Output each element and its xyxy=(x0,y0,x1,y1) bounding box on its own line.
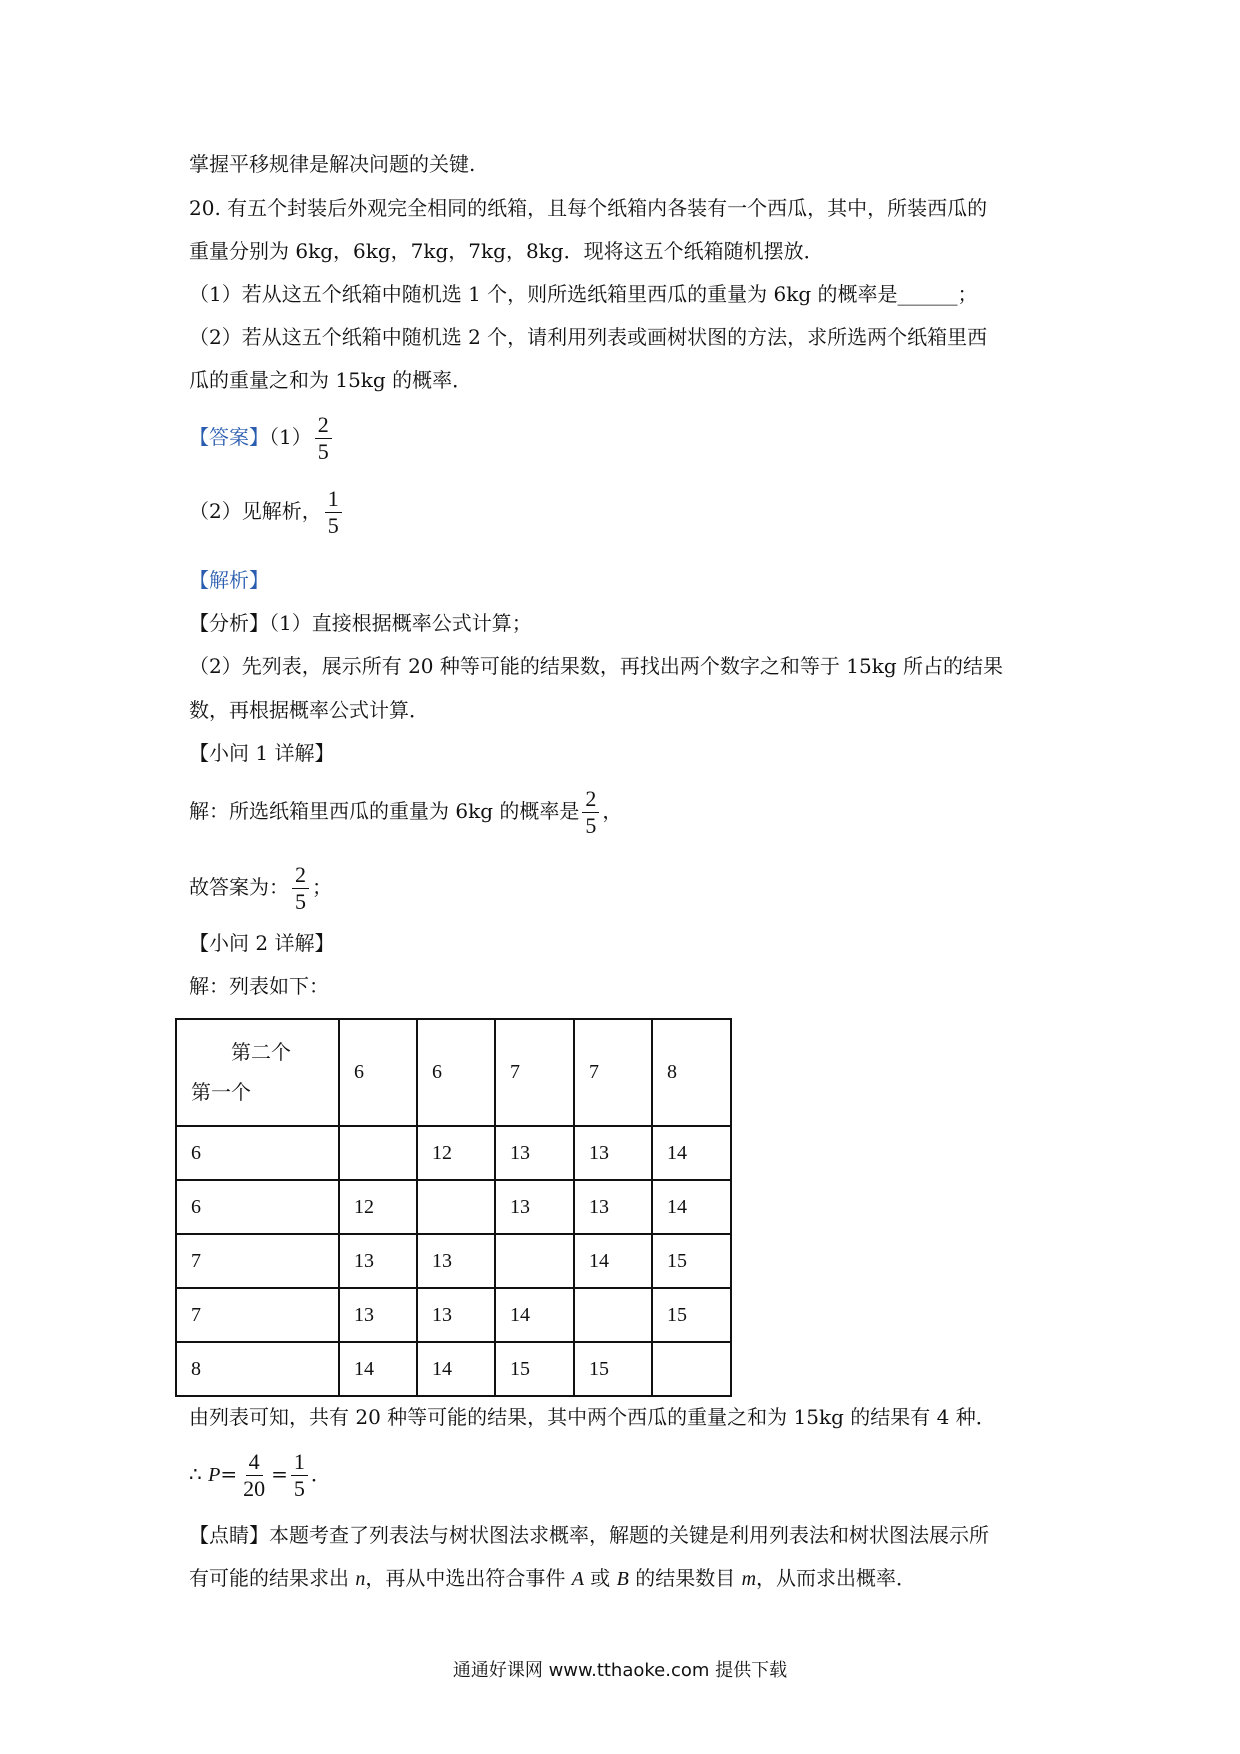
numerator: 4 xyxy=(246,1449,263,1476)
table-cell: 14 xyxy=(652,1180,731,1234)
subquestion-1-solution xyxy=(189,786,622,839)
row-header: 6 xyxy=(176,1180,339,1234)
comment-text: 有可能的结果求出 xyxy=(189,1566,356,1590)
table-cell: 12 xyxy=(339,1180,417,1234)
question-part-1: （1）若从这五个纸箱中随机选 1 个，则所选纸箱里西瓜的重量为 6kg 的概率是______； xyxy=(189,282,978,306)
table-corner-header xyxy=(176,1019,339,1126)
row-header: 6 xyxy=(176,1126,339,1180)
fraction xyxy=(582,786,599,839)
numerator: 1 xyxy=(325,486,342,513)
column-header: 7 xyxy=(495,1019,574,1126)
table-cell: 13 xyxy=(574,1180,652,1234)
punctuation: ． xyxy=(310,1462,331,1486)
table-cell: 14 xyxy=(339,1342,417,1396)
equals-sign: = xyxy=(271,1462,288,1486)
variable-p: P xyxy=(208,1464,221,1486)
table-cell: 14 xyxy=(417,1342,495,1396)
variable-a: A xyxy=(571,1568,584,1590)
denominator: 5 xyxy=(295,889,306,914)
table-cell: 13 xyxy=(417,1288,495,1342)
answer-part-1-label: （1） xyxy=(269,425,312,449)
comment-line: 【点睛】本题考查了列表法与树状图法求概率，解题的关键是利用列表法和树状图法展示所 xyxy=(189,1523,989,1547)
table-cell: 15 xyxy=(652,1234,731,1288)
table-row xyxy=(176,1288,731,1342)
subquestion-1-title: 【小问 1 详解】 xyxy=(189,741,335,765)
variable-m: m xyxy=(741,1568,757,1590)
analysis-line: 数，再根据概率公式计算． xyxy=(189,698,429,722)
analysis-line: 【分析】（1）直接根据概率公式计算； xyxy=(189,611,532,635)
therefore-symbol: ∴ xyxy=(189,1462,202,1486)
answer-line-1 xyxy=(189,412,335,465)
table-cell: 15 xyxy=(574,1342,652,1396)
table-cell: 13 xyxy=(495,1126,574,1180)
denominator: 5 xyxy=(585,813,597,838)
fraction xyxy=(292,862,309,915)
denominator: 5 xyxy=(317,439,329,464)
table-header-row xyxy=(176,1019,731,1126)
subquestion-2-intro: 解：列表如下： xyxy=(189,974,329,998)
answer-part-2-label: （2）见解析， xyxy=(189,499,322,523)
equals-sign: = xyxy=(220,1462,238,1486)
table-cell xyxy=(495,1234,574,1288)
variable-b: B xyxy=(616,1568,629,1590)
table-cell xyxy=(339,1126,417,1180)
fraction xyxy=(240,1449,268,1502)
fraction xyxy=(315,412,332,465)
comment-text: ，从而求出概率． xyxy=(756,1566,917,1590)
table-cell xyxy=(574,1288,652,1342)
column-header: 8 xyxy=(652,1019,731,1126)
header-second: 第二个 xyxy=(231,1041,291,1064)
probability-formula xyxy=(189,1449,331,1502)
row-header: 8 xyxy=(176,1342,339,1396)
variable-n: n xyxy=(355,1568,366,1590)
answer-tag: 【答案】 xyxy=(189,425,269,449)
table-row xyxy=(176,1126,731,1180)
table-cell xyxy=(417,1180,495,1234)
numerator: 2 xyxy=(315,412,332,439)
row-header: 7 xyxy=(176,1234,339,1288)
table-cell: 13 xyxy=(495,1180,574,1234)
question-part-2-cont: 瓜的重量之和为 15kg 的概率． xyxy=(189,368,473,392)
answer-text: 故答案为： xyxy=(189,875,289,899)
fraction xyxy=(325,486,342,539)
table-cell: 15 xyxy=(652,1288,731,1342)
table-row xyxy=(176,1342,731,1396)
column-header: 6 xyxy=(417,1019,495,1126)
analysis-tag: 【解析】 xyxy=(189,568,269,592)
question-line: 20. 有五个封装后外观完全相同的纸箱，且每个纸箱内各装有一个西瓜，其中，所装西瓜的 xyxy=(189,196,988,220)
table-cell: 15 xyxy=(495,1342,574,1396)
table-cell: 13 xyxy=(339,1234,417,1288)
question-part-2: （2）若从这五个纸箱中随机选 2 个，请利用列表或画树状图的方法，求所选两个纸箱里西 xyxy=(189,325,988,349)
subquestion-2-title: 【小问 2 详解】 xyxy=(189,931,335,955)
punctuation: ， xyxy=(602,799,623,823)
column-header: 7 xyxy=(574,1019,652,1126)
conclusion-line: 由列表可知，共有 20 种等可能的结果，其中两个西瓜的重量之和为 15kg 的结果有 4 种． xyxy=(189,1405,996,1429)
comment-text: 的结果数目 xyxy=(628,1566,742,1590)
table-cell: 13 xyxy=(339,1288,417,1342)
table-cell: 14 xyxy=(574,1234,652,1288)
column-header: 6 xyxy=(339,1019,417,1126)
numerator: 1 xyxy=(291,1449,308,1476)
denominator: 5 xyxy=(327,513,339,538)
fraction xyxy=(291,1449,308,1502)
table-cell: 13 xyxy=(574,1126,652,1180)
solution-text: 解：所选纸箱里西瓜的重量为 6kg 的概率是 xyxy=(189,799,580,823)
numerator: 2 xyxy=(582,786,599,813)
question-line: 重量分别为 6kg，6kg，7kg，7kg，8kg．现将这五个纸箱随机摆放． xyxy=(189,239,824,263)
table-cell xyxy=(652,1342,731,1396)
comment-line xyxy=(189,1564,916,1593)
page-footer: 通通好课网 www.tthaoke.com 提供下载 xyxy=(452,1660,788,1681)
comment-text: ，再从中选出符合事件 xyxy=(365,1566,572,1590)
text-line: 掌握平移规律是解决问题的关键. xyxy=(189,152,476,176)
analysis-line: （2）先列表，展示所有 20 种等可能的结果数，再找出两个数字之和等于 15kg 所占的结果 xyxy=(189,654,1003,678)
table-cell: 14 xyxy=(495,1288,574,1342)
answer-line-2 xyxy=(189,486,345,539)
punctuation: ； xyxy=(312,875,332,899)
probability-table xyxy=(175,1018,732,1397)
denominator: 20 xyxy=(243,1476,266,1501)
header-first: 第一个 xyxy=(191,1081,251,1104)
table-row xyxy=(176,1180,731,1234)
table-cell: 13 xyxy=(417,1234,495,1288)
comment-text: 或 xyxy=(583,1566,617,1590)
denominator: 5 xyxy=(293,1476,305,1501)
table-cell: 12 xyxy=(417,1126,495,1180)
numerator: 2 xyxy=(292,862,309,889)
row-header: 7 xyxy=(176,1288,339,1342)
table-cell: 14 xyxy=(652,1126,731,1180)
table-row xyxy=(176,1234,731,1288)
subquestion-1-answer xyxy=(189,862,332,915)
